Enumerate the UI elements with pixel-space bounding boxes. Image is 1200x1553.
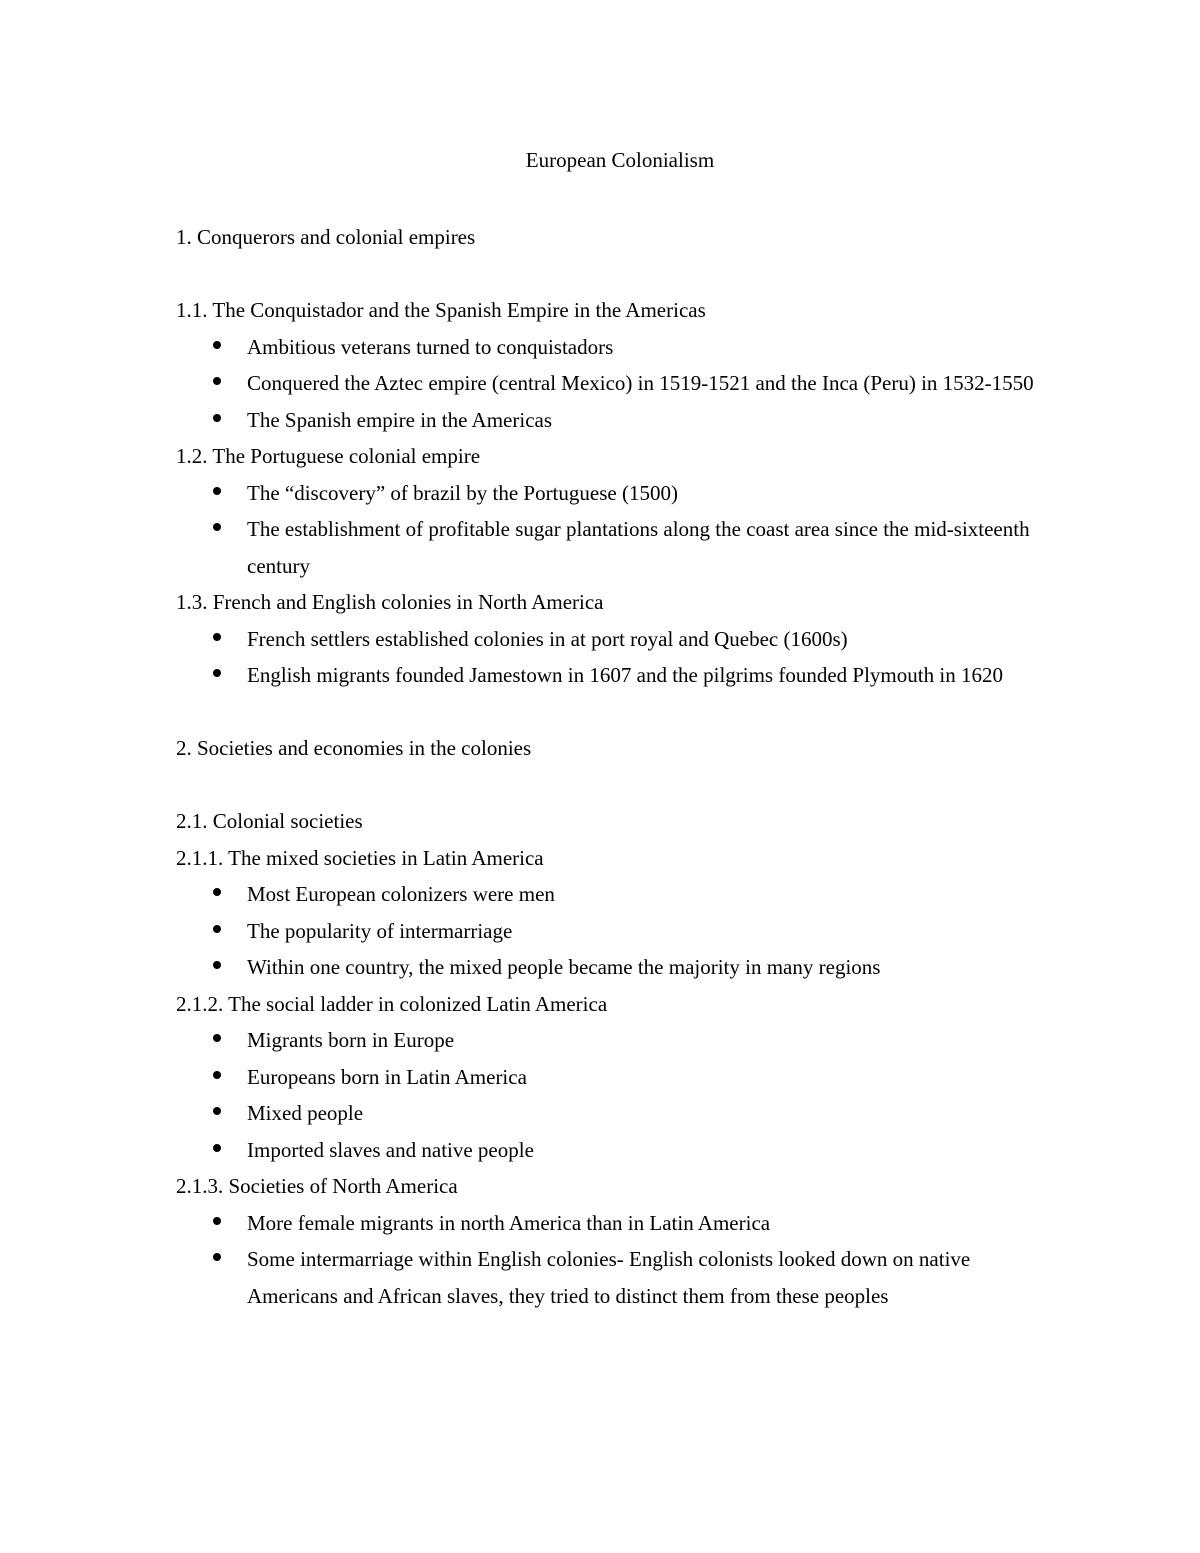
list-item-text: The Spanish empire in the Americas: [247, 407, 553, 432]
list-item: [176, 1059, 1037, 1096]
bullet-icon: [213, 487, 221, 495]
bullet-icon: [213, 341, 221, 349]
section-heading-2-1-2: 2.1.2. The social ladder in colonized Latin America: [176, 991, 608, 1016]
list-item-text: Ambitious veterans turned to conquistadors: [247, 334, 614, 359]
bullet-icon: [213, 633, 221, 641]
list-item: [176, 511, 1037, 584]
list-item-text: Within one country, the mixed people became the majority in many regions: [247, 955, 881, 979]
list-item: [176, 913, 1037, 950]
bullet-icon: [213, 1071, 221, 1079]
bullet-list-2-1-3: [176, 1205, 1036, 1315]
list-item-text: Most European colonizers were men: [247, 882, 555, 906]
bullet-icon: [213, 414, 221, 422]
list-item-text: Imported slaves and native people: [247, 1137, 534, 1162]
list-item: [176, 365, 1037, 402]
list-item: [176, 1132, 1037, 1169]
bullet-icon: [213, 925, 221, 933]
list-item: [176, 657, 1037, 694]
bullet-icon: [213, 523, 221, 531]
list-item: [176, 1095, 1037, 1132]
list-item-text: Migrants born in Europe: [247, 1028, 455, 1052]
bullet-icon: [213, 1253, 221, 1261]
list-item-text: Mixed people: [247, 1101, 364, 1125]
section-heading-2: 2. Societies and economies in the colonies: [176, 736, 532, 760]
bullet-list-1-1: [176, 329, 1036, 439]
section-heading-1-2: 1.2. The Portuguese colonial empire: [176, 444, 481, 468]
list-item-text: The “discovery” of brazil by the Portuguese (1500): [247, 480, 678, 505]
list-item: [176, 1241, 1037, 1314]
document-body: [176, 219, 1036, 1314]
list-item: [176, 329, 1037, 366]
list-item: [176, 1022, 1037, 1059]
list-item-text: More female migrants in north America than in Latin America: [247, 1210, 771, 1235]
section-heading-1-1: 1.1. The Conquistador and the Spanish Empire in the Americas: [176, 298, 706, 322]
bullet-list-2-1-1: [176, 876, 1036, 986]
list-item-text: Conquered the Aztec empire (central Mexico) in 1519-1521 and the Inca (Peru) in 1532-1550: [247, 371, 1034, 395]
list-item-text: Some intermarriage within English colonies- English colonists looked down on native Americans and African slaves, they tried to distinct them from these peoples: [247, 1247, 971, 1308]
blank-line: [176, 694, 1036, 731]
bullet-icon: [213, 1034, 221, 1042]
list-item-text: French settlers established colonies in at port royal and Quebec (1600s): [247, 626, 848, 651]
section-heading-2-1-1: 2.1.1. The mixed societies in Latin America: [176, 845, 544, 870]
section-heading-1-3: 1.3. French and English colonies in North America: [176, 590, 604, 614]
section-heading-1: 1. Conquerors and colonial empires: [176, 225, 476, 249]
blank-line: [176, 767, 1036, 804]
blank-line: [176, 256, 1036, 293]
bullet-list-2-1-2: [176, 1022, 1036, 1168]
bullet-list-1-2: [176, 475, 1036, 585]
list-item-text: English migrants founded Jamestown in 1607 and the pilgrims founded Plymouth in 1620: [247, 663, 1003, 687]
bullet-icon: [213, 1217, 221, 1225]
section-heading-2-1: 2.1. Colonial societies: [176, 809, 363, 833]
bullet-icon: [213, 669, 221, 677]
list-item: [176, 621, 1037, 658]
list-item-text: Europeans born in Latin America: [247, 1064, 527, 1089]
section-heading-2-1-3: 2.1.3. Societies of North America: [176, 1174, 458, 1198]
bullet-icon: [213, 377, 221, 385]
document-title: European Colonialism: [525, 148, 715, 172]
list-item-text: The popularity of intermarriage: [247, 918, 513, 943]
bullet-icon: [213, 1144, 221, 1152]
bullet-icon: [213, 1107, 221, 1115]
list-item: [176, 876, 1037, 913]
bullet-icon: [213, 961, 221, 969]
list-item: [176, 1205, 1037, 1242]
list-item: [176, 402, 1037, 439]
list-item: [176, 475, 1037, 512]
bullet-icon: [213, 888, 221, 896]
list-item-text: The establishment of profitable sugar plantations along the coast area since the mid-sixteenth century: [247, 517, 1030, 578]
list-item: [176, 949, 1037, 986]
bullet-list-1-3: [176, 621, 1036, 694]
